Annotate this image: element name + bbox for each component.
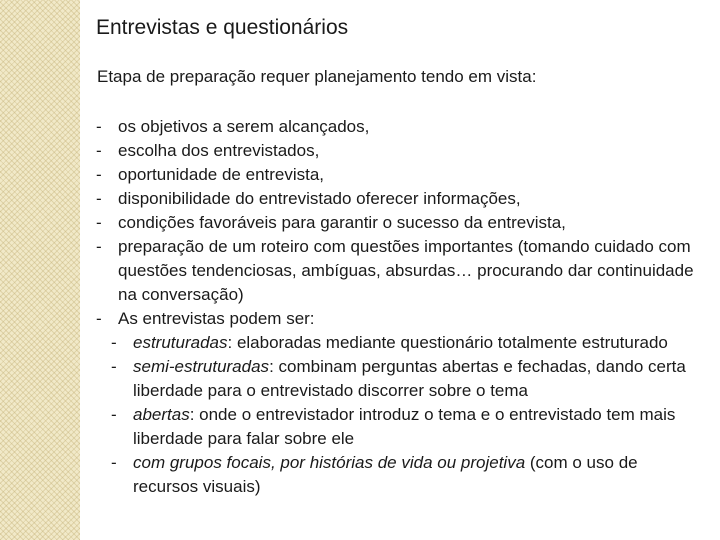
sub-list-item <box>96 403 696 451</box>
slide-title: Entrevistas e questionários <box>96 16 349 39</box>
list-item-text: preparação de um roteiro com questões importantes (tomando cuidado com questões tendenciosas, ambíguas, absurdas… procurando dar continuidade na conversação) <box>118 237 694 304</box>
intro-text: Etapa de preparação requer planejamento tendo em vista: <box>97 67 537 86</box>
list-item-text: oportunidade de entrevista, <box>118 165 325 184</box>
list-item-text: disponibilidade do entrevistado oferecer informações, <box>118 189 521 208</box>
bullet-list <box>96 115 696 499</box>
dash-marker: - <box>111 405 117 424</box>
interview-type-term: abertas <box>133 405 190 424</box>
list-item <box>96 187 696 211</box>
interview-types-list <box>96 331 696 499</box>
interview-type-description: : onde o entrevistador introduz o tema e o entrevistado tem mais liberdade para falar sobre ele <box>133 405 676 448</box>
list-item <box>96 211 696 235</box>
list-item <box>96 139 696 163</box>
list-item-text: As entrevistas podem ser: <box>118 309 315 328</box>
sub-list-item <box>96 451 696 499</box>
interview-type-term: com grupos focais, por histórias de vida ou projetiva <box>133 453 526 472</box>
list-item <box>96 115 696 139</box>
list-item <box>96 163 696 187</box>
interview-type-term: estruturadas <box>133 333 228 352</box>
dash-marker: - <box>111 453 117 472</box>
dash-marker: - <box>111 357 117 376</box>
list-item <box>96 307 696 331</box>
interview-type-description: : combinam perguntas abertas e fechadas, dando certa liberdade para o entrevistado discorrer sobre o tema <box>133 357 686 400</box>
dash-marker: - <box>96 117 102 136</box>
list-item <box>96 235 696 307</box>
dash-marker: - <box>96 213 102 232</box>
sub-list-item <box>96 355 696 403</box>
interview-type-description: : elaboradas mediante questionário totalmente estruturado <box>227 333 668 352</box>
dash-marker: - <box>96 309 102 328</box>
decorative-side-band <box>0 0 80 540</box>
dash-marker: - <box>111 333 117 352</box>
interview-type-term: semi-estruturadas <box>133 357 270 376</box>
list-item-text: os objetivos a serem alcançados, <box>118 117 370 136</box>
dash-marker: - <box>96 141 102 160</box>
list-item-text: escolha dos entrevistados, <box>118 141 320 160</box>
dash-marker: - <box>96 237 102 256</box>
list-item-text: condições favoráveis para garantir o sucesso da entrevista, <box>118 213 566 232</box>
sub-list-item <box>96 331 696 355</box>
dash-marker: - <box>96 165 102 184</box>
dash-marker: - <box>96 189 102 208</box>
interview-type-description: (com o uso de recursos visuais) <box>133 453 638 496</box>
